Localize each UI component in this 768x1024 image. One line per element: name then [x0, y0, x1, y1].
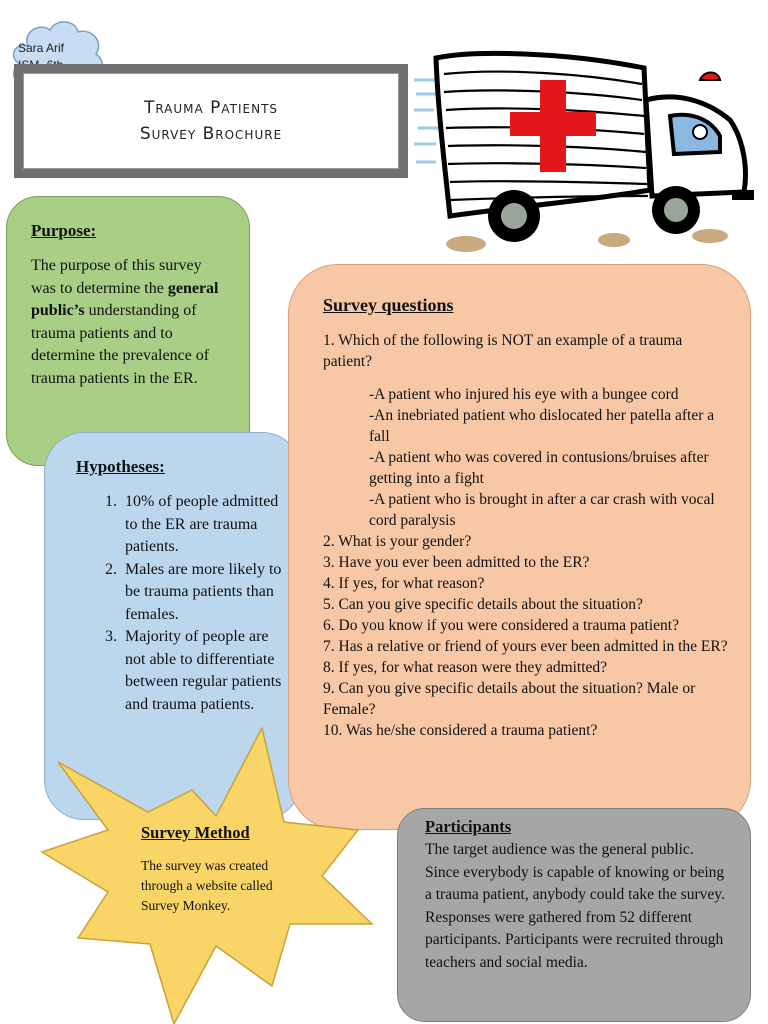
- purpose-heading: Purpose:: [31, 221, 97, 240]
- question-1: 1. Which of the following is NOT an example of a trauma patient?: [323, 332, 683, 370]
- option-item: -An inebriated patient who dislocated her patella after a fall: [369, 407, 715, 445]
- survey-heading: Survey questions: [323, 295, 454, 315]
- hypothesis-item: 1. 10% of people admitted to the ER are trauma patients.: [121, 491, 289, 559]
- hypotheses-list: [76, 491, 289, 716]
- question-1-options: [323, 384, 732, 531]
- question-item: 8. If yes, for what reason were they admitted?: [323, 659, 608, 676]
- participants-heading: Participants: [425, 817, 512, 836]
- survey-method-heading: Survey Method: [141, 823, 250, 842]
- purpose-text-bold: general public’s: [31, 279, 219, 319]
- purpose-text: [31, 255, 229, 390]
- option-item: -A patient who injured his eye with a bungee cord: [369, 386, 679, 403]
- title-line-2: Survey Brochure: [139, 124, 283, 144]
- hypothesis-item: 2. Males are more likely to be trauma patients than females.: [121, 559, 289, 627]
- ambulance-illustration: [414, 40, 760, 262]
- question-item: 2. What is your gender?: [323, 533, 472, 550]
- question-item: 3. Have you ever been admitted to the ER?: [323, 554, 590, 571]
- question-item: 10. Was he/she considered a trauma patient?: [323, 722, 598, 739]
- question-item: 4. If yes, for what reason?: [323, 575, 485, 592]
- question-item: 9. Can you give specific details about the situation? Male or Female?: [323, 680, 696, 718]
- hypothesis-item: 3. Majority of people are not able to differentiate between regular patients and trauma patients.: [121, 626, 289, 716]
- question-item: 6. Do you know if you were considered a trauma patient?: [323, 617, 679, 634]
- title-box: [14, 64, 408, 178]
- purpose-text-after: understanding of trauma patients and to determine the prevalence of trauma patients in the ER.: [31, 302, 210, 387]
- participants-box: [397, 808, 751, 1022]
- participants-text: The target audience was the general public. Since everybody is capable of knowing or being a trauma patient, anybody could take the survey. Responses were gathered from 52 different participants. Participants were recruited through teachers and social media.: [425, 841, 725, 971]
- question-item: 7. Has a relative or friend of yours ever been admitted in the ER?: [323, 638, 728, 655]
- purpose-text-before: The purpose of this survey was to determine the: [31, 257, 202, 297]
- hypotheses-heading: Hypotheses:: [76, 457, 165, 476]
- option-item: -A patient who was covered in contusions/bruises after getting into a fight: [369, 449, 709, 487]
- title-line-1: Trauma Patients: [143, 98, 279, 118]
- question-item: 5. Can you give specific details about the situation?: [323, 596, 643, 613]
- author-name: Sara Arif: [18, 41, 65, 55]
- purpose-box: [6, 196, 250, 466]
- survey-method-text: The survey was created through a website called Survey Monkey.: [141, 858, 273, 913]
- option-item: -A patient who is brought in after a car crash with vocal cord paralysis: [369, 491, 715, 529]
